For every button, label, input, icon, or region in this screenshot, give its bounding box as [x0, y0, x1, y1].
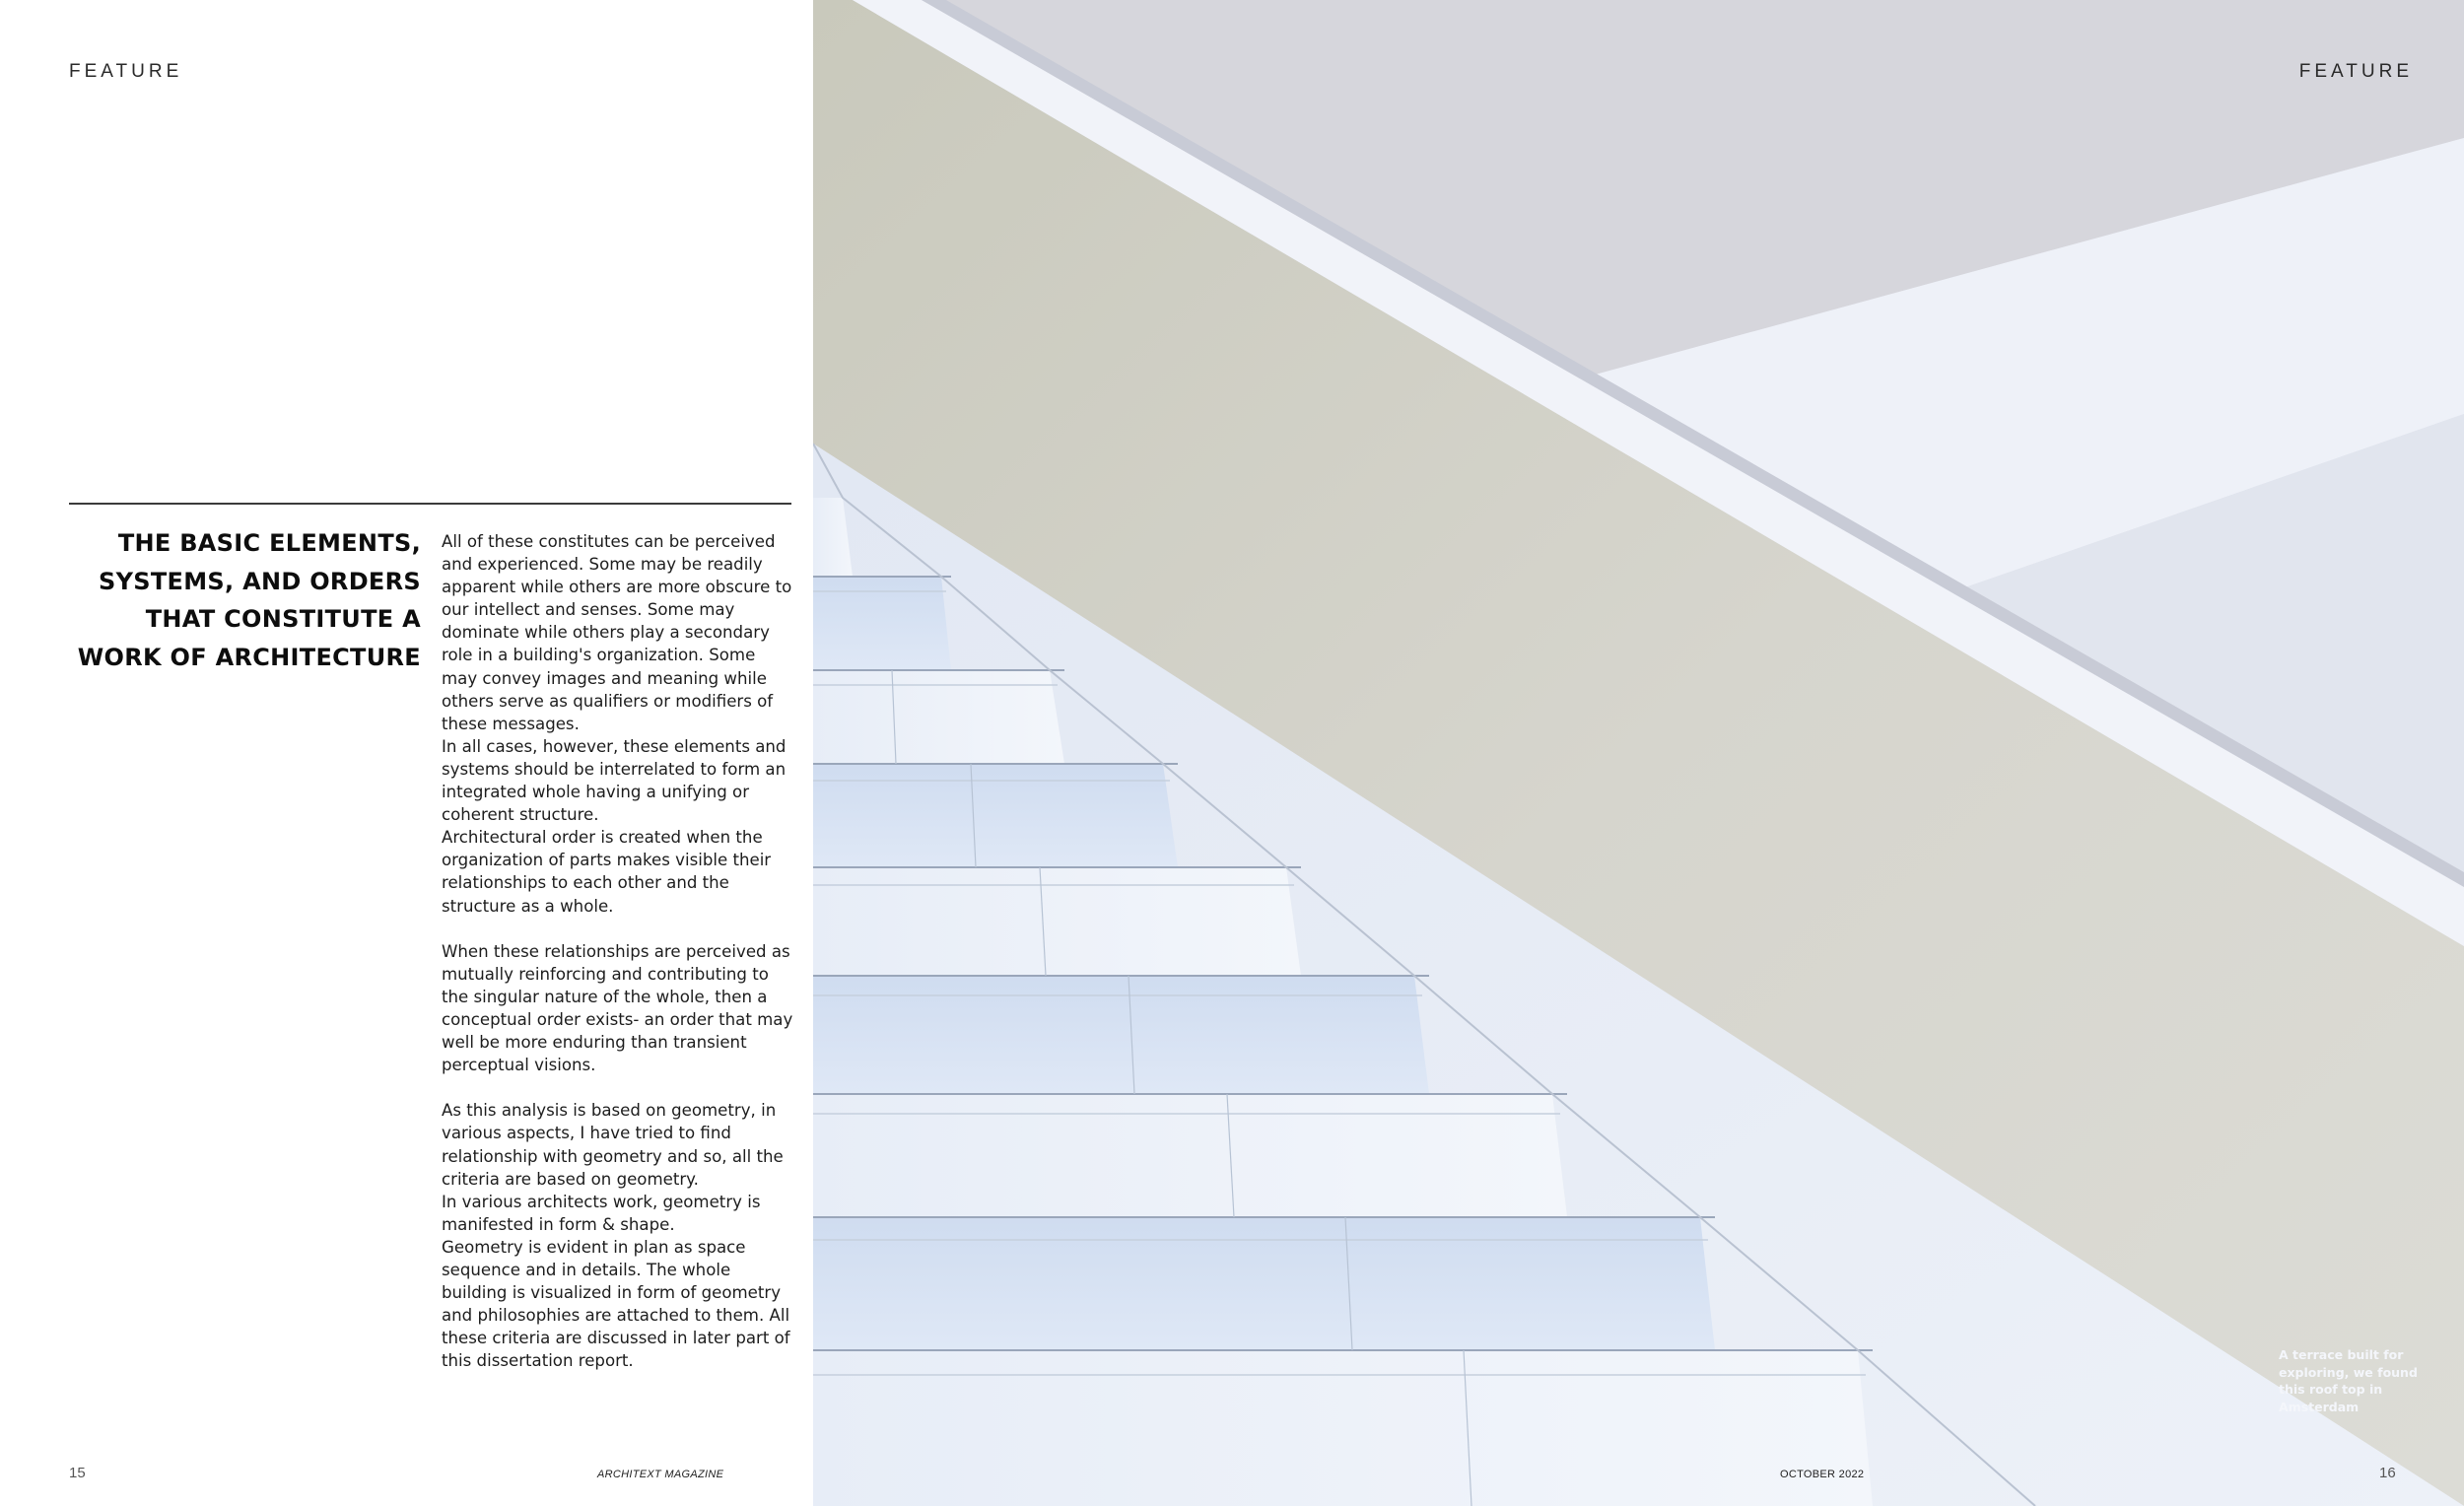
body-paragraph: Architectural order is created when the organization of parts makes visible their relationships to each other and the structure as a whole. [442, 828, 772, 916]
body-paragraph: In all cases, however, these elements and systems should be interrelated to form an integrated whole having a unifying or coherent structure. [442, 736, 787, 825]
photo-caption: A terrace built for exploring, we found this roof top in Amsterdam [2279, 1347, 2418, 1414]
body-paragraph: When these relationships are perceived as mutually reinforcing and contributing to the singular nature of the whole, then a conceptual order exists- an order that may well be more enduring than transient perceptual visions. [442, 941, 793, 1075]
left-page [0, 0, 813, 1506]
divider-rule [69, 503, 791, 505]
page-number-left: 15 [69, 1465, 86, 1481]
body-paragraph: As this analysis is based on geometry, in various aspects, I have tried to find relationship with geometry and so, all the criteria are based on geometry. [442, 1101, 784, 1189]
body-paragraph: In various architects work, geometry is manifested in form & shape. [442, 1192, 761, 1234]
page-number-right: 16 [2379, 1465, 2396, 1481]
footer-magazine-name: ARCHITEXT MAGAZINE [597, 1469, 724, 1480]
headline: THE BASIC ELEMENTS, SYSTEMS, AND ORDERS THAT CONSTITUTE A WORK OF ARCHITECTURE [77, 529, 421, 671]
body-paragraph: Geometry is evident in plan as space sequence and in details. The whole building is visualized in form of geometry and philosophies are attached to them. All these criteria are discussed in later part of this dissertation report. [442, 1237, 790, 1371]
staircase-illustration [813, 0, 2464, 1506]
staircase-photo [813, 0, 2464, 1506]
article-body [442, 530, 794, 1372]
body-paragraph: All of these constitutes can be perceived and experienced. Some may be readily apparent while others are more obscure to our intellect and senses. Some may dominate while others play a secondary role in a building's organization. Some may convey images and meaning while others serve as qualifiers or modifiers of these messages. [442, 532, 792, 733]
section-label-right: FEATURE [2298, 61, 2413, 82]
footer-issue-date: OCTOBER 2022 [1780, 1469, 1865, 1480]
section-label-left: FEATURE [69, 61, 183, 82]
